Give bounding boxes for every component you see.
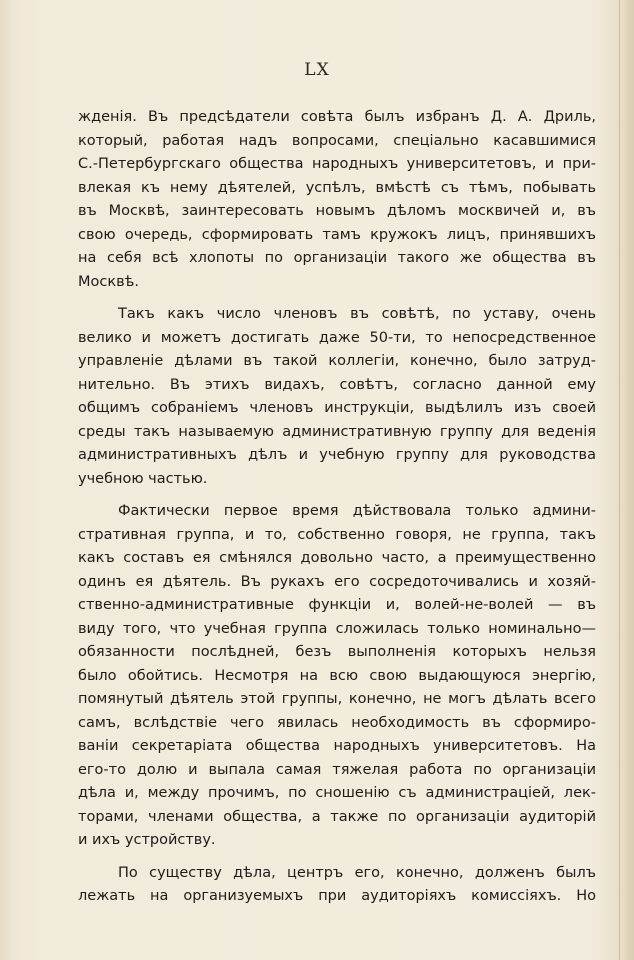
text-line: дѣла и, между прочимъ, по сношенію съ администраціей, лек-	[78, 785, 596, 801]
paragraph-2	[78, 303, 596, 491]
paragraph-3	[78, 500, 596, 853]
text-line: Фактически первое время дѣйствовала только админи-	[118, 503, 596, 519]
page-number: LX	[304, 60, 330, 80]
text-line: самъ, вслѣдствіе чего явилась необходимость въ сформиро-	[78, 714, 596, 731]
text-line: торами, членами общества, а также по организаціи аудиторій	[78, 808, 596, 825]
text-line: какъ составъ ея смѣнялся довольно часто, а преимущественно	[78, 550, 596, 566]
text-line: стративная группа, и то, собственно говоря, не группа, такъ	[78, 526, 596, 543]
text-line: учебною частью.	[78, 470, 208, 487]
text-line: велико и можетъ достигать даже 50-ти, то непосредственное	[78, 329, 596, 346]
text-line: Такъ какъ число членовъ въ совѣтѣ, по уставу, очень	[118, 306, 596, 322]
text-line: его-то долю и выпала самая тяжелая работа по организаціи	[78, 761, 596, 778]
text-line: одинъ ея дѣятель. Въ рукахъ его сосредоточивались и хозяй-	[78, 573, 596, 590]
text-line: ственно-административные функціи и, волей-не-волей — въ	[78, 597, 596, 613]
paragraph-1	[78, 106, 596, 294]
text-line: С.-Петербургскаго общества народныхъ университетовъ, и при-	[78, 156, 596, 172]
page-edge	[619, 0, 620, 960]
text-line: въ Москвѣ, заинтересовать новымъ дѣломъ москвичей и, въ	[78, 203, 596, 219]
text-line: влекая къ нему дѣятелей, успѣлъ, вмѣстѣ съ тѣмъ, побывать	[78, 179, 596, 196]
text-line: среды такъ называемую административную группу для веденія	[78, 423, 596, 440]
text-line: общимъ собраніемъ членовъ инструкціи, выдѣлилъ изъ своей	[78, 400, 596, 416]
text-line: По существу дѣла, центръ его, конечно, долженъ былъ	[118, 864, 596, 881]
text-line: лежать на организуемыхъ при аудиторіяхъ комиссіяхъ. Но	[78, 888, 596, 904]
text-line: управленіе дѣлами въ такой коллегіи, конечно, было затруд-	[78, 353, 596, 369]
text-line: было обойтись. Несмотря на всю свою выдающуюся энергію,	[78, 667, 596, 684]
text-line: помянутый дѣятель этой группы, конечно, не могъ дѣлать всего	[78, 691, 596, 707]
text-line: Москвѣ.	[78, 273, 140, 290]
text-line: свою очередь, сформировать тамъ кружокъ лицъ, принявшихъ	[78, 226, 596, 243]
text-line: жденія. Въ предсѣдатели совѣта былъ избранъ Д. А. Дриль,	[78, 109, 596, 125]
text-line: виду того, что учебная группа сложилась только номинально—	[78, 620, 596, 637]
text-line: на себя всѣ хлопоты по организаціи такого же общества въ	[78, 250, 596, 266]
text-line: ваніи секретаріата общества народныхъ университетовъ. На	[78, 738, 596, 754]
paragraph-4	[78, 862, 596, 909]
text-line: который, работая надъ вопросами, спеціально касавшимися	[78, 132, 596, 149]
text-line: административныхъ дѣлъ и учебную группу для руководства	[78, 447, 596, 463]
text-line: и ихъ устройству.	[78, 832, 216, 848]
text-line: нительно. Въ этихъ видахъ, совѣтъ, согласно данной ему	[78, 376, 596, 393]
body-text	[78, 106, 596, 918]
text-line: обязанности послѣдней, безъ выполненія которыхъ нельзя	[78, 644, 596, 660]
